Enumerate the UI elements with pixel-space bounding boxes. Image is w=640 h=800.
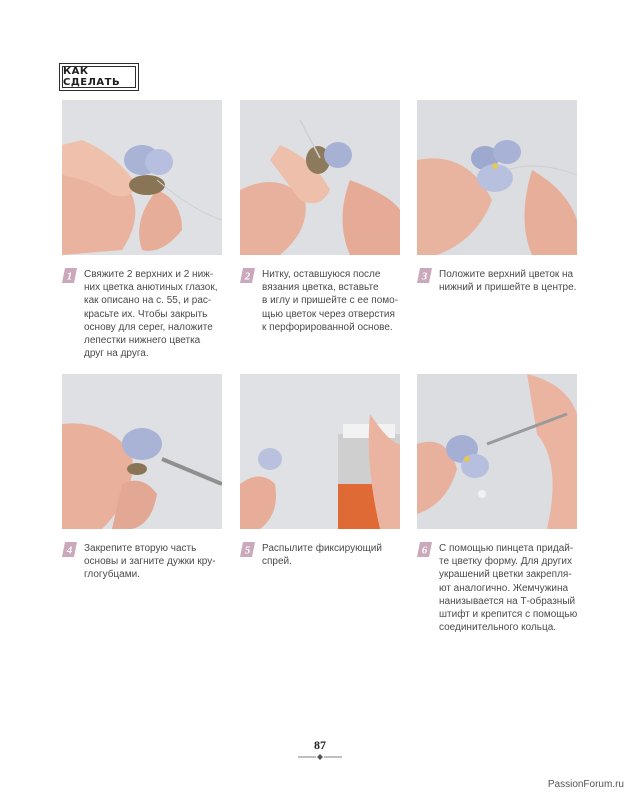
step-1	[62, 268, 242, 358]
section-label	[62, 66, 136, 88]
step-1-photo	[62, 100, 222, 255]
step-1-badge	[62, 268, 77, 283]
step-3-photo	[417, 100, 577, 255]
step-4-text: Закрепите вторую часть основы и загните дужки кру- глогубцами.	[84, 543, 216, 581]
svg-text:5: 5	[244, 544, 251, 557]
step-4-photo	[62, 374, 222, 529]
step-5-badge	[240, 542, 255, 557]
step-6-text: С помощью пинцета придай- те цветку форму. Для других украшений цветки закрепля- ют аналогично. Жемчужина нанизывается на Т-образный штифт и крепится с помощью соединительного кольца.	[439, 543, 578, 634]
step-3-badge	[417, 268, 432, 283]
step-3-text: Положите верхний цветок на нижний и пришейте в центре.	[439, 269, 577, 294]
step-6	[417, 542, 597, 637]
step-5-photo	[240, 374, 400, 529]
step-3	[417, 268, 597, 298]
step-5	[240, 542, 420, 572]
ornament-icon	[296, 753, 344, 761]
svg-text:4: 4	[66, 544, 73, 557]
svg-text:3: 3	[421, 270, 428, 283]
step-2-text: Нитку, оставшуюся после вязания цветка, вставьте в иглу и пришейте с ее помо- щью цветок через отверстия к перфорированной основе.	[262, 269, 399, 333]
svg-text:6: 6	[421, 544, 428, 557]
section-label-text: КАК СДЕЛАТЬ	[63, 66, 121, 88]
step-4	[62, 542, 242, 584]
page-number: 87	[314, 738, 326, 752]
step-4-badge	[62, 542, 77, 557]
svg-text:1: 1	[66, 270, 73, 283]
step-2	[240, 268, 420, 338]
step-6-badge	[417, 542, 432, 557]
step-5-text: Распылите фиксирующий спрей.	[262, 543, 382, 568]
step-6-photo	[417, 374, 577, 529]
step-1-text: Свяжите 2 верхних и 2 ниж- них цветка анютиных глазок, как описано на с. 55, и рас- красьте их. Чтобы закрыть основу для серег, наложите лепестки нижнего цветка друг на друга.	[84, 269, 218, 360]
svg-text:2: 2	[244, 270, 251, 283]
step-2-photo	[240, 100, 400, 255]
watermark: PassionForum.ru	[547, 779, 624, 790]
step-2-badge	[240, 268, 255, 283]
